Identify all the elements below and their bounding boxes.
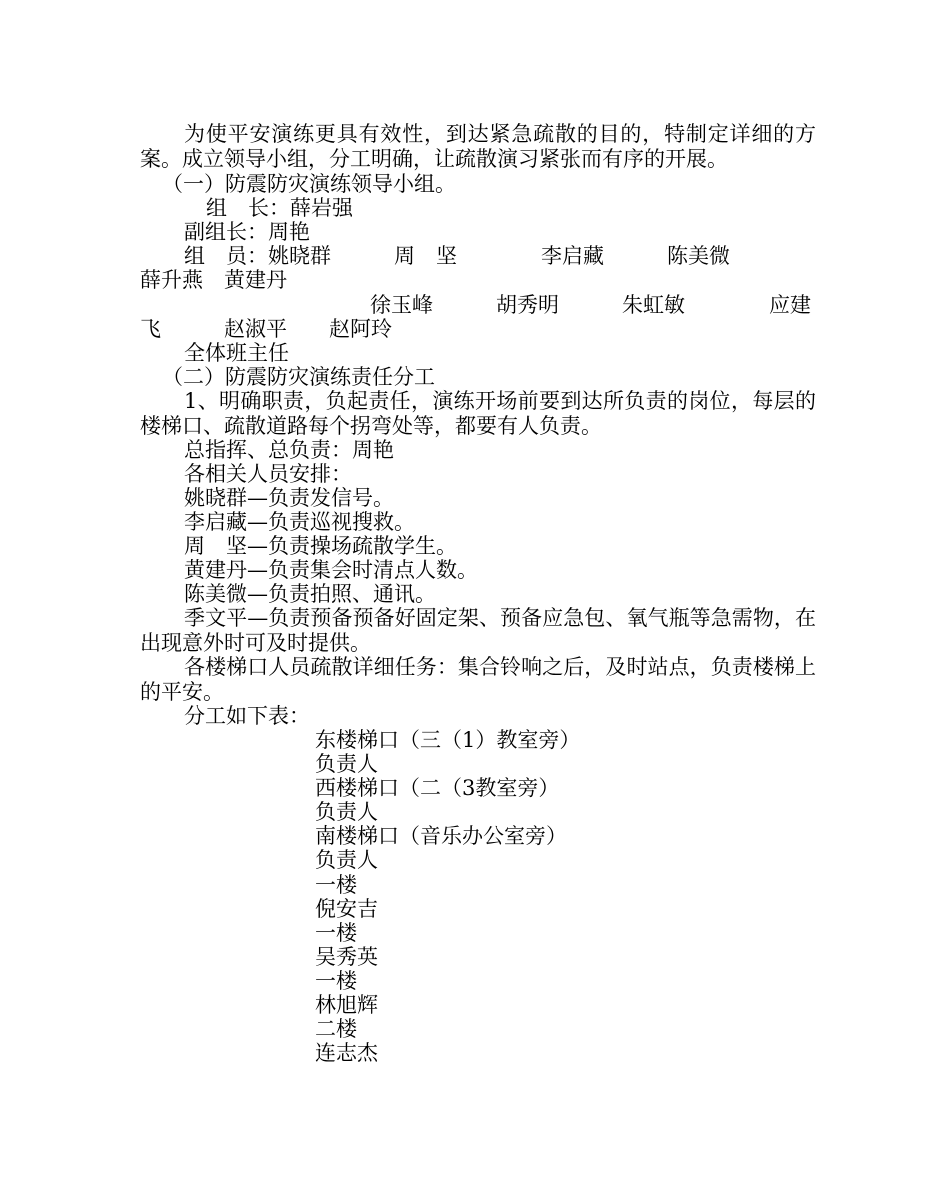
staff-item: 李启藏—负责巡视搜救。 bbox=[184, 510, 415, 534]
intro-paragraph: 为使平安演练更具有效性，到达紧急疏散的目的，特制定详细的方案。成立领导小组，分工明确，让疏散演习紧张而有序的开展。 bbox=[140, 122, 816, 171]
table-cell: 负责人 bbox=[315, 800, 378, 824]
staff-title: 各相关人员安排： bbox=[184, 462, 352, 486]
table-cell: 吴秀英 bbox=[315, 945, 378, 969]
table-cell: 倪安吉 bbox=[315, 897, 378, 921]
table-cell: 一楼 bbox=[315, 873, 357, 897]
staff-last-paragraph: 季文平—负责预备预备好固定架、预备应急包、氧气瓶等急需物，在出现意外时可及时提供。 bbox=[140, 606, 816, 655]
table-cell: 林旭辉 bbox=[315, 993, 378, 1017]
members-line-3: 徐玉峰 胡秀明 朱虹敏 应建 bbox=[370, 293, 811, 317]
staff-item: 周 坚—负责操场疏散学生。 bbox=[184, 534, 457, 558]
members-line-4: 飞 赵淑平 赵阿玲 bbox=[140, 317, 392, 341]
vice-leader-line: 副组长：周艳 bbox=[184, 220, 310, 244]
staff-item: 陈美微—负责拍照、通讯。 bbox=[184, 582, 436, 606]
chief-line: 总指挥、总负责：周艳 bbox=[184, 438, 394, 462]
members-line-1: 组 员：姚晓群 周 坚 李启藏 陈美微 bbox=[184, 244, 730, 268]
table-cell: 西楼梯口（二（3教室旁） bbox=[315, 776, 560, 800]
table-cell: 负责人 bbox=[315, 848, 378, 872]
table-intro: 分工如下表： bbox=[184, 704, 310, 728]
section1-title: （一）防震防灾演练领导小组。 bbox=[162, 172, 456, 196]
table-cell: 一楼 bbox=[315, 921, 357, 945]
duty-paragraph: 1、明确职责，负起责任，演练开场前要到达所负责的岗位，每层的楼梯口、疏散道路每个拐弯处等，都要有人负责。 bbox=[140, 389, 816, 438]
table-cell: 一楼 bbox=[315, 969, 357, 993]
members-line-5: 全体班主任 bbox=[184, 341, 289, 365]
table-cell: 连志杰 bbox=[315, 1041, 378, 1065]
table-cell: 东楼梯口（三（1）教室旁） bbox=[315, 728, 581, 752]
table-cell: 南楼梯口（音乐办公室旁） bbox=[315, 824, 567, 848]
staff-item: 黄建丹—负责集会时清点人数。 bbox=[184, 558, 478, 582]
table-cell: 负责人 bbox=[315, 752, 378, 776]
members-line-2: 薛升燕 黄建丹 bbox=[140, 268, 287, 292]
section2-title: （二）防震防灾演练责任分工 bbox=[162, 365, 435, 389]
staff-item: 姚晓群—负责发信号。 bbox=[184, 486, 394, 510]
leader-line: 组 长：薛岩强 bbox=[206, 196, 353, 220]
stair-task-paragraph: 各楼梯口人员疏散详细任务：集合铃响之后，及时站点，负责楼梯上的平安。 bbox=[140, 655, 816, 704]
table-cell: 二楼 bbox=[315, 1017, 357, 1041]
